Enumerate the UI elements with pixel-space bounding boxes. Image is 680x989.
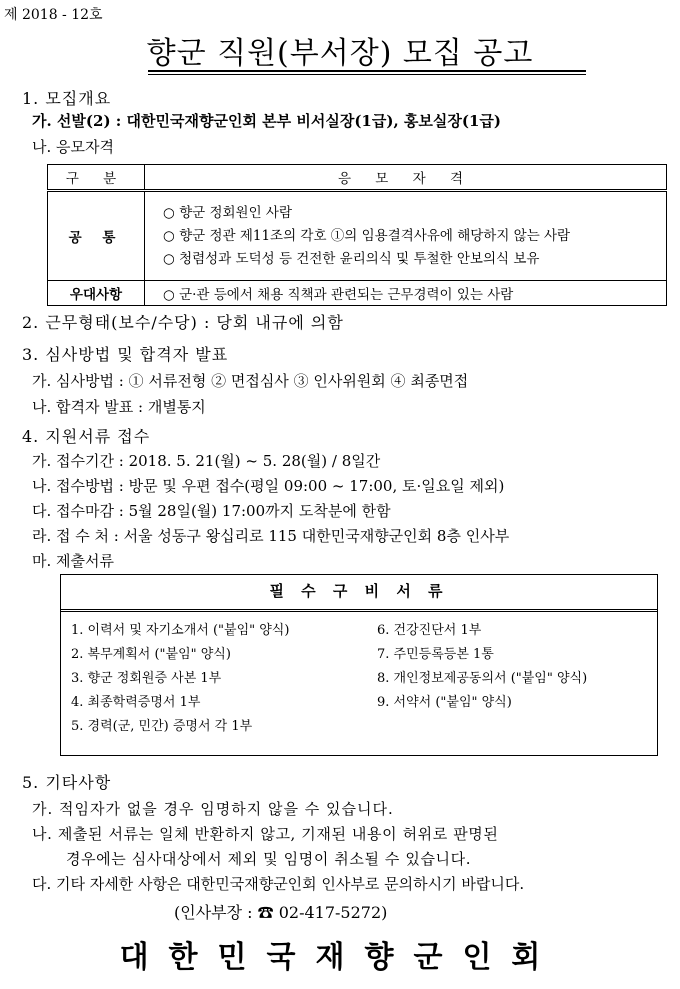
document-item: 2. 복무계획서 ("붙임" 양식): [71, 647, 231, 662]
section2-heading: 2. 근무형태(보수/수당) : 당회 내규에 의함: [22, 313, 344, 332]
preference-item: ○ 군·관 등에서 채용 직책과 관련되는 근무경력이 있는 사람: [145, 281, 667, 306]
section5-item-na-cont: 경우에는 심사대상에서 제외 및 임명이 취소될 수 있습니다.: [66, 850, 472, 868]
section5-item-na: 나. 제출된 서류는 일체 반환하지 않고, 기재된 내용이 허위로 판명된: [32, 825, 499, 843]
section1-recruitment: 가. 선발(2) : 대한민국재향군인회 본부 비서실장(1급), 홍보실장(1급): [32, 112, 501, 130]
document-item: 6. 건강진단서 1부: [377, 623, 482, 638]
section4-period: 가. 접수기간 : 2018. 5. 21(월) ~ 5. 28(월) / 8일간: [32, 452, 381, 470]
document-item: 1. 이력서 및 자기소개서 ("붙임" 양식): [71, 623, 290, 638]
title-underline-thin: [148, 74, 586, 75]
document-item: 5. 경력(군, 민간) 증명서 각 1부: [71, 719, 253, 734]
section4-method: 나. 접수방법 : 방문 및 우편 접수(평일 09:00 ~ 17:00, 토·일요일 제외): [32, 477, 505, 495]
section5-item-da: 다. 기타 자세한 사항은 대한민국재향군인회 인사부로 문의하시기 바랍니다.: [32, 875, 525, 893]
table-header-category: 구 분: [48, 165, 145, 191]
document-item: 8. 개인정보제공동의서 ("붙임" 양식): [377, 671, 588, 686]
common-item: ○ 향군 정관 제11조의 각호 ①의 임용결격사유에 해당하지 않는 사람: [163, 227, 571, 244]
table-header-qualification: 응 모 자 격: [145, 165, 667, 191]
section3-method: 가. 심사방법 : ① 서류전형 ② 면접심사 ③ 인사위원회 ④ 최종면접: [32, 372, 469, 390]
document-item: 7. 주민등록등본 1통: [377, 647, 494, 662]
common-item: ○ 청렴성과 도덕성 등 건전한 윤리의식 및 투철한 안보의식 보유: [163, 250, 540, 267]
section5-heading: 5. 기타사항: [22, 773, 112, 792]
title-underline: [148, 70, 586, 72]
common-item: ○ 향군 정회원인 사람: [163, 204, 292, 221]
section4-heading: 4. 지원서류 접수: [22, 427, 151, 446]
page-title: 향군 직원(부서장) 모집 공고: [146, 36, 534, 71]
organization-name: 대한민국재향군인회: [119, 940, 561, 975]
section4-deadline: 다. 접수마감 : 5월 28일(월) 17:00까지 도착분에 한함: [32, 502, 391, 520]
contact-info: (인사부장 : ☎ 02-417-5272): [174, 903, 388, 922]
section4-documents-label: 마. 제출서류: [32, 552, 114, 570]
section3-heading: 3. 심사방법 및 합격자 발표: [22, 345, 229, 364]
section5-item-ga: 가. 적임자가 없을 경우 임명하지 않을 수 있습니다.: [32, 800, 394, 818]
preference-label: 우대사항: [48, 281, 145, 306]
section3-announcement: 나. 합격자 발표 : 개별통지: [32, 398, 206, 416]
document-item: 3. 향군 정회원증 사본 1부: [71, 671, 222, 686]
section1-heading: 1. 모집개요: [22, 89, 112, 108]
document-number: 제 2018 - 12호: [4, 7, 103, 23]
documents-header: 필 수 구 비 서 류: [61, 575, 657, 612]
qualification-table: [47, 164, 667, 306]
required-documents-box: [60, 574, 658, 756]
document-item: 9. 서약서 ("붙임" 양식): [377, 695, 512, 710]
section4-location: 라. 접 수 처 : 서울 성동구 왕십리로 115 대한민국재향군인회 8층 인사부: [32, 527, 510, 545]
document-item: 4. 최종학력증명서 1부: [71, 695, 201, 710]
section1-qualification-label: 나. 응모자격: [32, 138, 114, 156]
common-label: 공 통: [48, 191, 145, 281]
